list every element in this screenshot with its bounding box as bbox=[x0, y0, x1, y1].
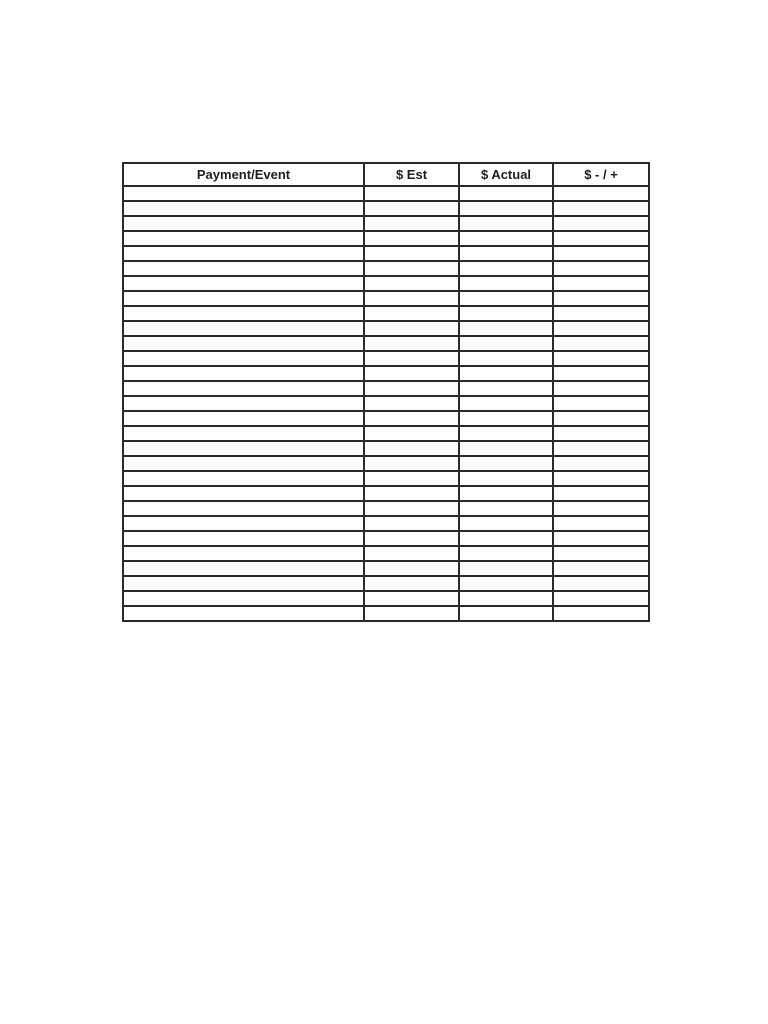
column-header-payment-event: Payment/Event bbox=[123, 163, 364, 186]
cell-difference[interactable] bbox=[553, 561, 649, 576]
cell-est[interactable] bbox=[364, 501, 459, 516]
cell-est[interactable] bbox=[364, 396, 459, 411]
cell-difference[interactable] bbox=[553, 441, 649, 456]
cell-difference[interactable] bbox=[553, 231, 649, 246]
cell-actual[interactable] bbox=[459, 366, 553, 381]
cell-difference[interactable] bbox=[553, 591, 649, 606]
cell-actual[interactable] bbox=[459, 606, 553, 621]
cell-difference[interactable] bbox=[553, 606, 649, 621]
table-row bbox=[123, 411, 649, 426]
cell-est[interactable] bbox=[364, 186, 459, 201]
cell-payment-event[interactable] bbox=[123, 231, 364, 246]
cell-payment-event[interactable] bbox=[123, 606, 364, 621]
cell-payment-event[interactable] bbox=[123, 531, 364, 546]
cell-difference[interactable] bbox=[553, 546, 649, 561]
table-row bbox=[123, 471, 649, 486]
cell-difference[interactable] bbox=[553, 336, 649, 351]
cell-actual[interactable] bbox=[459, 471, 553, 486]
cell-difference[interactable] bbox=[553, 501, 649, 516]
table-row bbox=[123, 516, 649, 531]
table-row bbox=[123, 501, 649, 516]
table-row bbox=[123, 606, 649, 621]
cell-payment-event[interactable] bbox=[123, 321, 364, 336]
cell-est[interactable] bbox=[364, 531, 459, 546]
cell-actual[interactable] bbox=[459, 306, 553, 321]
cell-payment-event[interactable] bbox=[123, 456, 364, 471]
table-row bbox=[123, 366, 649, 381]
cell-actual[interactable] bbox=[459, 201, 553, 216]
cell-payment-event[interactable] bbox=[123, 246, 364, 261]
cell-actual[interactable] bbox=[459, 591, 553, 606]
cell-est[interactable] bbox=[364, 426, 459, 441]
cell-difference[interactable] bbox=[553, 321, 649, 336]
table-body bbox=[123, 186, 649, 621]
cell-actual[interactable] bbox=[459, 411, 553, 426]
cell-difference[interactable] bbox=[553, 201, 649, 216]
cell-actual[interactable] bbox=[459, 351, 553, 366]
cell-actual[interactable] bbox=[459, 501, 553, 516]
cell-payment-event[interactable] bbox=[123, 381, 364, 396]
table-row bbox=[123, 546, 649, 561]
cell-actual[interactable] bbox=[459, 516, 553, 531]
table-row bbox=[123, 261, 649, 276]
cell-difference[interactable] bbox=[553, 276, 649, 291]
table-row bbox=[123, 561, 649, 576]
cell-est[interactable] bbox=[364, 486, 459, 501]
cell-difference[interactable] bbox=[553, 426, 649, 441]
cell-actual[interactable] bbox=[459, 396, 553, 411]
table-row bbox=[123, 486, 649, 501]
table-row bbox=[123, 291, 649, 306]
cell-payment-event[interactable] bbox=[123, 351, 364, 366]
column-header-est: $ Est bbox=[364, 163, 459, 186]
cell-payment-event[interactable] bbox=[123, 276, 364, 291]
cell-est[interactable] bbox=[364, 366, 459, 381]
cell-est[interactable] bbox=[364, 276, 459, 291]
cell-payment-event[interactable] bbox=[123, 516, 364, 531]
column-header-actual: $ Actual bbox=[459, 163, 553, 186]
table-row bbox=[123, 591, 649, 606]
cell-difference[interactable] bbox=[553, 306, 649, 321]
cell-est[interactable] bbox=[364, 411, 459, 426]
cell-actual[interactable] bbox=[459, 291, 553, 306]
cell-payment-event[interactable] bbox=[123, 306, 364, 321]
cell-actual[interactable] bbox=[459, 441, 553, 456]
cell-actual[interactable] bbox=[459, 276, 553, 291]
table-row bbox=[123, 321, 649, 336]
cell-actual[interactable] bbox=[459, 186, 553, 201]
cell-payment-event[interactable] bbox=[123, 426, 364, 441]
cell-difference[interactable] bbox=[553, 576, 649, 591]
cell-difference[interactable] bbox=[553, 216, 649, 231]
cell-payment-event[interactable] bbox=[123, 561, 364, 576]
cell-payment-event[interactable] bbox=[123, 261, 364, 276]
cell-payment-event[interactable] bbox=[123, 216, 364, 231]
cell-actual[interactable] bbox=[459, 231, 553, 246]
cell-payment-event[interactable] bbox=[123, 201, 364, 216]
table-row bbox=[123, 381, 649, 396]
cell-difference[interactable] bbox=[553, 351, 649, 366]
cell-est[interactable] bbox=[364, 606, 459, 621]
cell-est[interactable] bbox=[364, 546, 459, 561]
cell-est[interactable] bbox=[364, 576, 459, 591]
cell-est[interactable] bbox=[364, 336, 459, 351]
cell-actual[interactable] bbox=[459, 546, 553, 561]
cell-est[interactable] bbox=[364, 246, 459, 261]
table-row bbox=[123, 306, 649, 321]
cell-difference[interactable] bbox=[553, 516, 649, 531]
cell-actual[interactable] bbox=[459, 381, 553, 396]
table-row bbox=[123, 351, 649, 366]
cell-est[interactable] bbox=[364, 516, 459, 531]
cell-payment-event[interactable] bbox=[123, 576, 364, 591]
cell-actual[interactable] bbox=[459, 531, 553, 546]
table-row bbox=[123, 276, 649, 291]
table-row bbox=[123, 246, 649, 261]
cell-payment-event[interactable] bbox=[123, 186, 364, 201]
cell-payment-event[interactable] bbox=[123, 396, 364, 411]
cell-difference[interactable] bbox=[553, 366, 649, 381]
cell-est[interactable] bbox=[364, 306, 459, 321]
cell-est[interactable] bbox=[364, 591, 459, 606]
table-row bbox=[123, 216, 649, 231]
cell-actual[interactable] bbox=[459, 216, 553, 231]
cell-actual[interactable] bbox=[459, 561, 553, 576]
table-header-row bbox=[123, 163, 649, 186]
cell-difference[interactable] bbox=[553, 246, 649, 261]
cell-difference[interactable] bbox=[553, 291, 649, 306]
cell-payment-event[interactable] bbox=[123, 291, 364, 306]
cell-difference[interactable] bbox=[553, 261, 649, 276]
cell-est[interactable] bbox=[364, 321, 459, 336]
cell-payment-event[interactable] bbox=[123, 501, 364, 516]
cell-est[interactable] bbox=[364, 471, 459, 486]
cell-payment-event[interactable] bbox=[123, 366, 364, 381]
cell-payment-event[interactable] bbox=[123, 411, 364, 426]
cell-actual[interactable] bbox=[459, 576, 553, 591]
cell-est[interactable] bbox=[364, 201, 459, 216]
table-row bbox=[123, 456, 649, 471]
cell-actual[interactable] bbox=[459, 456, 553, 471]
cell-payment-event[interactable] bbox=[123, 336, 364, 351]
cell-difference[interactable] bbox=[553, 411, 649, 426]
cell-payment-event[interactable] bbox=[123, 546, 364, 561]
cell-difference[interactable] bbox=[553, 381, 649, 396]
cell-difference[interactable] bbox=[553, 486, 649, 501]
cell-difference[interactable] bbox=[553, 186, 649, 201]
cell-actual[interactable] bbox=[459, 246, 553, 261]
cell-est[interactable] bbox=[364, 261, 459, 276]
cell-est[interactable] bbox=[364, 231, 459, 246]
cell-est[interactable] bbox=[364, 456, 459, 471]
table-row bbox=[123, 576, 649, 591]
cell-actual[interactable] bbox=[459, 486, 553, 501]
cell-actual[interactable] bbox=[459, 321, 553, 336]
table-row bbox=[123, 336, 649, 351]
cell-est[interactable] bbox=[364, 561, 459, 576]
cell-actual[interactable] bbox=[459, 426, 553, 441]
cell-difference[interactable] bbox=[553, 471, 649, 486]
table-row bbox=[123, 231, 649, 246]
cell-payment-event[interactable] bbox=[123, 471, 364, 486]
cell-payment-event[interactable] bbox=[123, 441, 364, 456]
table-row bbox=[123, 201, 649, 216]
table-row bbox=[123, 531, 649, 546]
cell-difference[interactable] bbox=[553, 456, 649, 471]
table-row bbox=[123, 396, 649, 411]
cell-payment-event[interactable] bbox=[123, 591, 364, 606]
table-row bbox=[123, 426, 649, 441]
cell-est[interactable] bbox=[364, 381, 459, 396]
cell-est[interactable] bbox=[364, 291, 459, 306]
cell-est[interactable] bbox=[364, 441, 459, 456]
payment-table bbox=[122, 162, 650, 622]
cell-difference[interactable] bbox=[553, 396, 649, 411]
cell-actual[interactable] bbox=[459, 261, 553, 276]
cell-difference[interactable] bbox=[553, 531, 649, 546]
column-header-difference: $ - / + bbox=[553, 163, 649, 186]
cell-payment-event[interactable] bbox=[123, 486, 364, 501]
cell-est[interactable] bbox=[364, 216, 459, 231]
cell-actual[interactable] bbox=[459, 336, 553, 351]
cell-est[interactable] bbox=[364, 351, 459, 366]
table-row bbox=[123, 441, 649, 456]
table-row bbox=[123, 186, 649, 201]
